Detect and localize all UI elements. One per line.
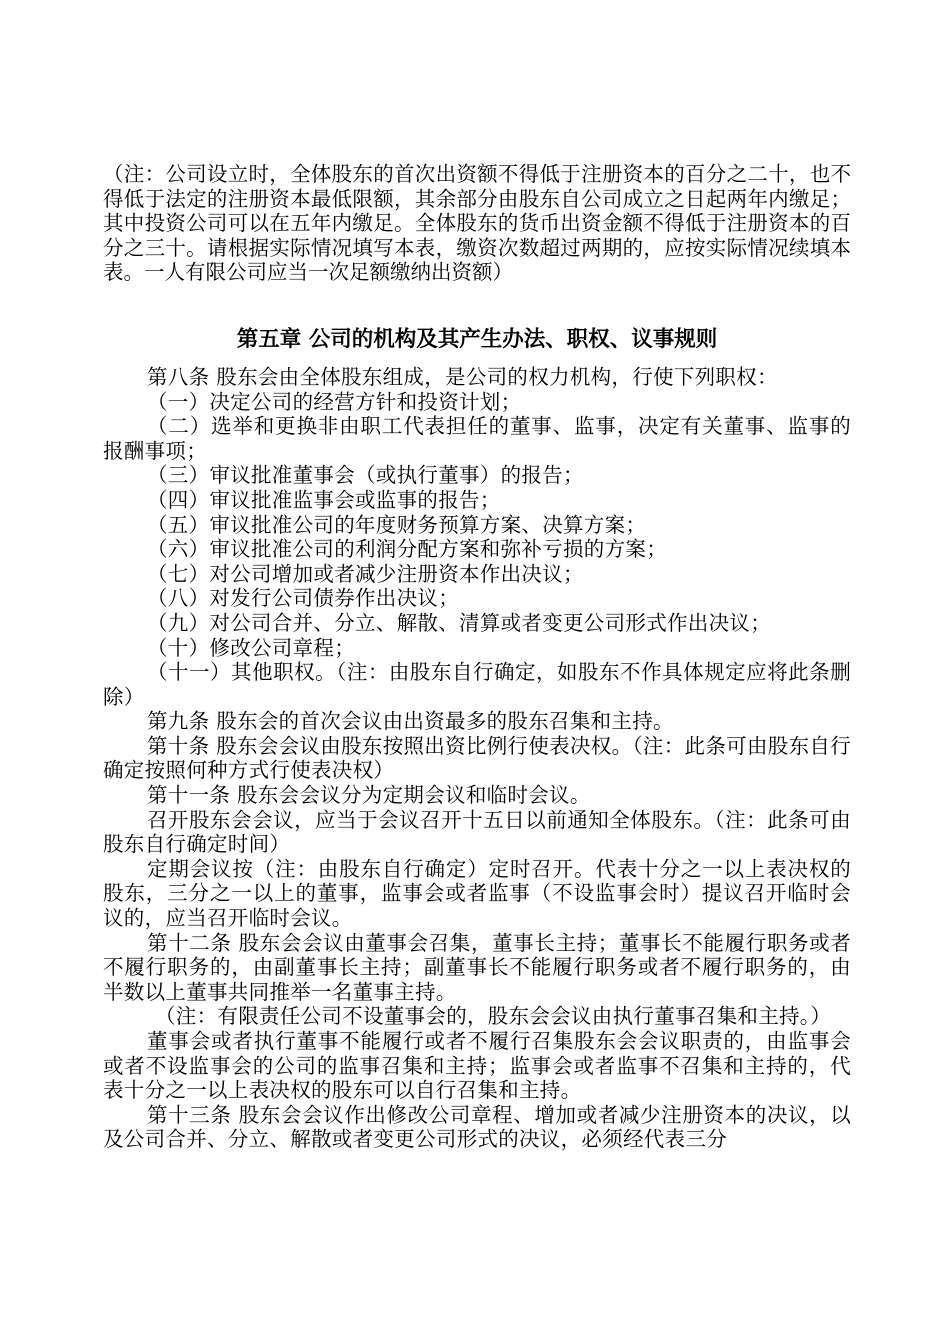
article-13: 第十三条 股东会会议作出修改公司章程、增加或者减少注册资本的决议，以及公司合并、分立、解散或者变更公司形式的决议，必须经代表三分	[103, 1102, 851, 1152]
article-8-item-9: （九）对公司合并、分立、解散、清算或者变更公司形式作出决议；	[147, 610, 771, 635]
article-8-item-11: （十一）其他职权。（注：由股东自行确定，如股东不作具体规定应将此条删除）	[103, 660, 851, 709]
article-11: 第十一条 股东会会议分为定期会议和临时会议。	[147, 783, 591, 808]
article-8-item-3: （三）审议批准董事会（或执行董事）的报告；	[147, 463, 584, 488]
article-10: 第十条 股东会会议由股东按照出资比例行使表决权。（注：此条可由股东自行确定按照何种方式行使表决权）	[103, 733, 851, 783]
article-12-note: （注：有限责任公司不设董事会的，股东会会议由执行董事召集和主持。）	[155, 1004, 832, 1029]
article-8-item-2: （二）选举和更换非由职工代表担任的董事、监事，决定有关董事、监事的报酬事项；	[103, 414, 851, 463]
article-8-item-4: （四）审议批准监事会或监事的报告；	[147, 487, 501, 512]
article-9: 第九条 股东会的首次会议由出资最多的股东召集和主持。	[147, 709, 674, 734]
article-8-item-7: （七）对公司增加或者减少注册资本作出决议；	[147, 561, 584, 586]
article-8: 第八条 股东会由全体股东组成，是公司的权力机构，行使下列职权：	[147, 364, 778, 389]
document-body	[103, 162, 851, 1152]
article-11-regular-meetings: 定期会议按（注：由股东自行确定）定时召开。代表十分之一以上表决权的股东，三分之一以上的董事，监事会或者监事（不设监事会时）提议召开临时会议的，应当召开临时会议。	[103, 856, 851, 931]
article-8-item-10: （十）修改公司章程；	[147, 635, 355, 660]
article-8-item-1: （一）决定公司的经营方针和投资计划；	[147, 389, 522, 414]
capital-contribution-note: （注：公司设立时，全体股东的首次出资额不得低于注册资本的百分之二十，也不得低于法定的注册资本最低限额，其余部分由股东自公司成立之日起两年内缴足；其中投资公司可以在五年内缴足。全体股东的货币出资金额不得低于注册资本的百分之三十。请根据实际情况填写本表，缴资次数超过两期的，应按实际情况续填本表。一人有限公司应当一次足额缴纳出资额）	[103, 162, 851, 285]
chapter-title: 第五章 公司的机构及其产生办法、职权、议事规则	[236, 326, 718, 352]
article-8-item-5: （五）审议批准公司的年度财务预算方案、决算方案；	[147, 512, 647, 537]
article-12: 第十二条 股东会会议由董事会召集，董事长主持；董事长不能履行职务或者不履行职务的，由副董事长主持；副董事长不能履行职务或者不履行职务的，由半数以上董事共同推举一名董事主持。	[103, 930, 851, 1004]
article-8-item-8: （八）对发行公司债券作出决议；	[147, 586, 459, 611]
article-11-notice: 召开股东会会议，应当于会议召开十五日以前通知全体股东。（注：此条可由股东自行确定时间）	[103, 807, 851, 857]
article-8-item-6: （六）审议批准公司的利润分配方案和弥补亏损的方案；	[147, 537, 667, 562]
article-12-convening: 董事会或者执行董事不能履行或者不履行召集股东会会议职责的，由监事会或者不设监事会的公司的监事召集和主持；监事会或者监事不召集和主持的，代表十分之一以上表决权的股东可以自行召集和主持。	[103, 1029, 851, 1103]
